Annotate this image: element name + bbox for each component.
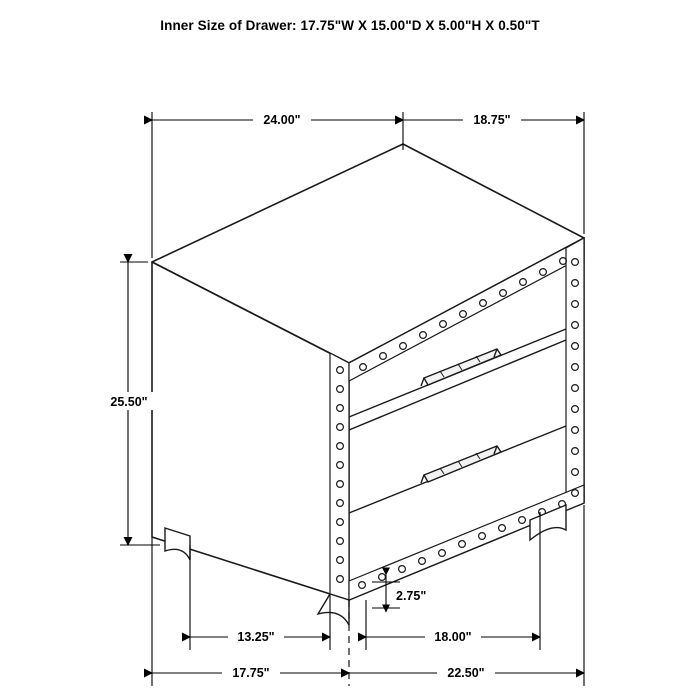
- dim-label-bottom-outer-left: 17.75": [232, 666, 270, 680]
- dim-label-top-right: 18.75": [473, 113, 511, 127]
- page-title: Inner Size of Drawer: 17.75"W X 15.00"D X 5.00"H X 0.50"T: [160, 18, 540, 33]
- dim-label-left-height: 25.50": [110, 395, 148, 409]
- dim-label-leg-height: 2.75": [396, 589, 427, 603]
- dim-label-bottom-inner-left: 13.25": [237, 630, 275, 644]
- dim-label-bottom-inner-right: 18.00": [434, 630, 472, 644]
- dim-label-top-left: 24.00": [263, 113, 301, 127]
- nightstand-body: [152, 144, 584, 600]
- leg-front-right: [318, 594, 349, 625]
- dim-label-bottom-outer-right: 22.50": [447, 666, 485, 680]
- trim-band-side-right: [566, 238, 584, 510]
